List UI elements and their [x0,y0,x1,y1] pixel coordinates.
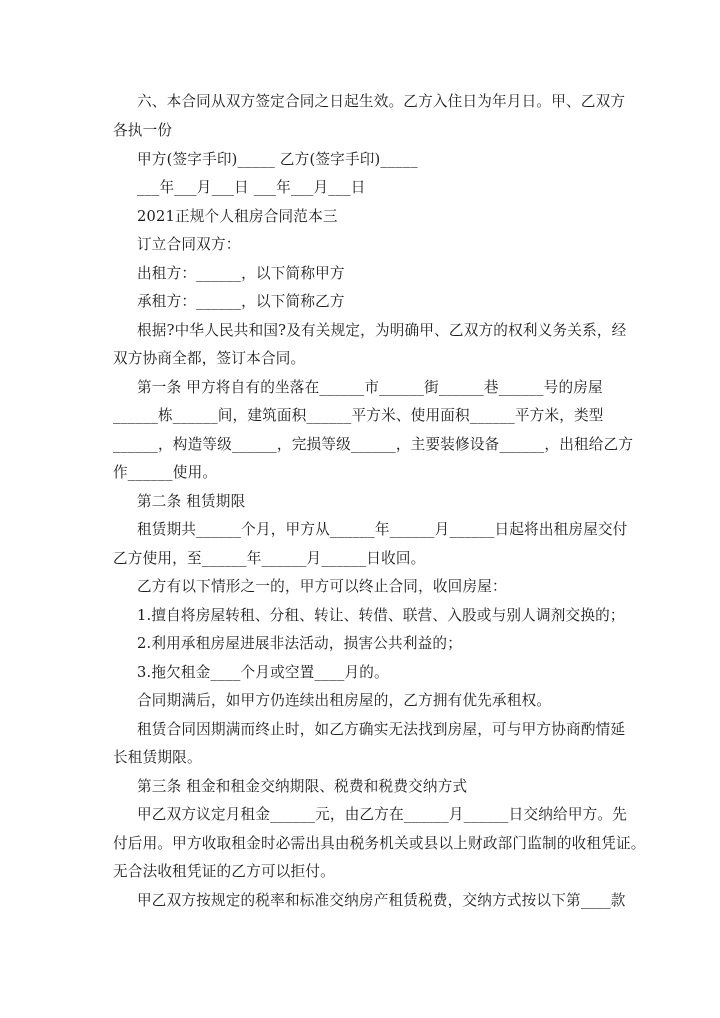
paragraph-line: 双方协商全都，签订本合同。 [113,350,306,367]
paragraph-line: 出租方：______，以下简称甲方 [137,265,345,282]
article-heading: 第一条 甲方将自有的坐落在______市______街______巷______号的房屋 [137,379,603,396]
paragraph-line: 承租方：______，以下简称乙方 [137,293,345,310]
paragraph-line: 无合法收租凭证的乙方可以拒付。 [113,863,335,880]
date-line: ___年___月___日 ___年___月___日 [137,179,366,196]
paragraph-line: ______栋______间，建筑面积______平方米、使用面积______平方米，类型 [113,407,604,424]
paragraph-line: 租赁合同因期满而终止时，如乙方确实无法找到房屋，可与甲方协商酌情延 [137,721,626,738]
article-heading: 第二条 租赁期限 [137,493,246,510]
paragraph-line: 订立合同双方： [137,236,241,253]
paragraph-line: 各执一份 [113,122,173,139]
paragraph-line: 租赁期共______个月，甲方从______年______月______日起将出租房屋交付 [137,521,628,538]
signature-line: 甲方(签字手印)_____ 乙方(签字手印)_____ [137,151,418,168]
paragraph-line: 付后用。甲方收取租金时必需出具由税务机关或县以上财政部门监制的收租凭证。 [113,835,646,852]
paragraph-line: 乙方有以下情形之一的，甲方可以终止合同，收回房屋： [137,578,507,595]
paragraph-line: 合同期满后，如甲方仍连续出租房屋的，乙方拥有优先承租权。 [137,692,552,709]
paragraph-line: 甲乙双方议定月租金______元，由乙方在______月______日交纳给甲方。先 [137,806,627,823]
paragraph-line: 作______使用。 [113,464,218,481]
paragraph-line: 长租赁期限。 [113,749,202,766]
list-item: 3.拖欠租金____个月或空置____月的。 [137,664,389,681]
article-heading: 第三条 租金和租金交纳期限、税费和税费交纳方式 [137,778,468,795]
paragraph-line: ______，构造等级______，完损等级______，主要装修设备______，出租给乙方 [113,436,634,453]
paragraph-line: 根据?中华人民共和国?及有关规定，为明确甲、乙双方的权利义务关系，经 [137,322,627,339]
paragraph-line: 乙方使用，至______年______月______日收回。 [113,550,426,567]
list-item: 1.擅自将房屋转租、分租、转让、转借、联营、入股或与别人调剂交换的； [137,607,625,624]
paragraph-line: 六、本合同从双方签定合同之日起生效。乙方入住日为年月日。甲、乙双方 [137,93,626,110]
list-item: 2.利用承租房屋进展非法活动，损害公共利益的； [137,635,462,652]
section-title: 2021正规个人租房合同范本三 [137,208,338,225]
paragraph-line: 甲乙双方按规定的税率和标准交纳房产租赁税费，交纳方式按以下第____款 [137,892,626,909]
